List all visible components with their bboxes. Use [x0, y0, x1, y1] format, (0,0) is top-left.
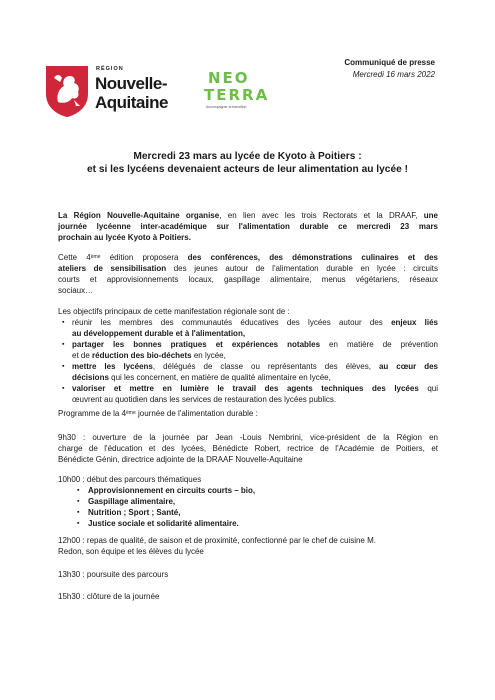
- programme-suffix: journée de l'alimentation durable :: [135, 409, 258, 418]
- themes-list: [58, 485, 438, 529]
- neo-terra-line2: TERRA: [204, 86, 270, 104]
- neo-terra-tagline: Accompagner la transition: [206, 105, 247, 109]
- item930-line2: charge de l'éducation et des lycées, Bénédicte Robert, rectrice de l'Académie de Poitiers, et: [58, 444, 438, 453]
- obj2-line2-b: en lycée,: [191, 351, 226, 360]
- obj1-line2: au développement durable et à l'alimentation,: [72, 329, 246, 338]
- obj3-text: , délégués de classe ou représentants des élèves,: [152, 362, 379, 371]
- obj2-bold: partager les bonnes pratiques et expériences notables: [72, 340, 321, 349]
- programme-item-930: [58, 432, 438, 465]
- region-small-label: RÉGION: [96, 66, 124, 72]
- edition-line3: courts et approvisionnements locaux, gaspillage alimentaire, menus végétariens, réseaux: [58, 275, 438, 284]
- obj4-line2: œuvrent au quotidien dans les services de restauration des lycées publics.: [72, 395, 337, 404]
- headline-line2: et si les lycéens devenaient acteurs de leur alimentation au lycée !: [86, 164, 409, 175]
- theme-item: Justice sociale et solidarité alimentaire.: [88, 519, 239, 528]
- theme-item: Nutrition ; Sport ; Santé,: [88, 508, 181, 517]
- bullet-icon: ▪: [77, 487, 80, 494]
- intro-text: , en lien avec les trois Rectorats et la DRAAF,: [219, 211, 418, 220]
- edition-paragraph: [58, 252, 438, 296]
- bullet-icon: ▪: [77, 520, 80, 527]
- programme-item-1330: 13h30 : poursuite des parcours: [58, 570, 169, 579]
- item930-line1: 9h30 : ouverture de la journée par Jean -Louis Nembrini, vice-président de la Région en: [58, 433, 438, 442]
- programme-sup: ème: [126, 410, 136, 416]
- bullet-icon: ▪: [62, 319, 65, 326]
- obj3-line2-text: qui les concernent, en matière de qualité alimentaire en lycée,: [108, 373, 331, 382]
- list-item: [58, 361, 438, 383]
- neo-terra-line1: NEO: [208, 69, 250, 87]
- obj1-bold: enjeux liés: [391, 318, 438, 327]
- bullet-icon: ▪: [77, 498, 80, 505]
- edition-sup: ème: [90, 254, 101, 260]
- list-item: [58, 383, 438, 405]
- objectives-intro: Les objectifs principaux de cette manifestation régionale sont de :: [58, 307, 290, 316]
- item1200-line2: Redon, son équipe et les élèves du lycée: [58, 547, 204, 556]
- edition-bold2: ateliers de sensibilisation: [58, 264, 167, 273]
- list-item: [58, 317, 438, 339]
- intro-line2: journée lycéenne inter-académique sur l'alimentation durable ce mercredi 23 mars: [58, 222, 438, 231]
- theme-item: Approvisionnement en circuits courts – bio,: [88, 486, 256, 495]
- programme-item-1000: 10h00 : début des parcours thématiques: [58, 475, 202, 484]
- press-date: Mercredi 16 mars 2022: [352, 70, 435, 79]
- bullet-icon: ▪: [62, 385, 65, 392]
- region-name-line1: Nouvelle-: [95, 74, 168, 93]
- item1200-line1: 12h00 : repas de qualité, de saison et de proximité, confectionné par le chef de cuisine M.: [58, 536, 376, 545]
- item930-line3: Bénédicte Génin, directrice adjointe de la DRAAF Nouvelle-Aquitaine: [58, 455, 303, 464]
- press-header: [344, 57, 435, 81]
- edition-line4: sociaux…: [58, 286, 94, 295]
- obj3-bold2: au cœur des: [378, 362, 438, 371]
- lion-shield-icon: [44, 64, 90, 118]
- bullet-icon: ▪: [77, 509, 80, 516]
- headline-line1: Mercredi 23 mars au lycée de Kyoto à Poitiers :: [133, 151, 362, 162]
- list-item: [58, 507, 438, 518]
- list-item: [58, 518, 438, 529]
- list-item: [58, 339, 438, 361]
- edition-prefix: Cette 4: [58, 253, 91, 262]
- obj3-line2-bold: décisions: [72, 373, 109, 382]
- obj1-text: réunir les membres des communautés éducatives des lycées autour des: [72, 318, 392, 327]
- list-item: [58, 496, 438, 507]
- obj4-text: qui: [418, 384, 438, 393]
- programme-heading: [58, 408, 438, 419]
- edition-line2-rest: des jeunes autour de l'alimentation durable en lycée : circuits: [166, 264, 438, 273]
- edition-bold1: des conférences, des démonstrations culinaires et des: [187, 253, 438, 262]
- obj4-bold: valoriser et mettre en lumière le travail des agents techniques des lycées: [72, 384, 419, 393]
- bullet-icon: ▪: [62, 341, 65, 348]
- programme-prefix: Programme de la 4: [58, 409, 127, 418]
- obj2-line2-a: et de: [72, 351, 93, 360]
- bullet-icon: ▪: [62, 363, 65, 370]
- intro-une: une: [423, 211, 438, 220]
- theme-item: Gaspillage alimentaire,: [88, 497, 176, 506]
- neo-terra-logo: [196, 62, 276, 112]
- programme-item-1530: 15h30 : clôture de la journée: [58, 592, 160, 601]
- press-label: Communiqué de presse: [344, 58, 435, 67]
- intro-line3: prochain au lycée Kyoto à Poitiers.: [58, 233, 191, 242]
- region-nouvelle-aquitaine-logo: [44, 62, 168, 120]
- intro-org: La Région Nouvelle-Aquitaine organise: [58, 211, 220, 220]
- list-item: [58, 485, 438, 496]
- obj2-line2-bold: réduction des bio-déchets: [92, 351, 192, 360]
- edition-mid: édition proposera: [100, 253, 188, 262]
- objectives-list: [58, 317, 438, 405]
- intro-paragraph: [58, 210, 438, 243]
- region-name-line2: Aquitaine: [95, 93, 168, 112]
- obj3-bold: mettre les lycéens: [72, 362, 153, 371]
- programme-item-1200: [58, 535, 438, 557]
- obj2-text: en matière de prévention: [320, 340, 438, 349]
